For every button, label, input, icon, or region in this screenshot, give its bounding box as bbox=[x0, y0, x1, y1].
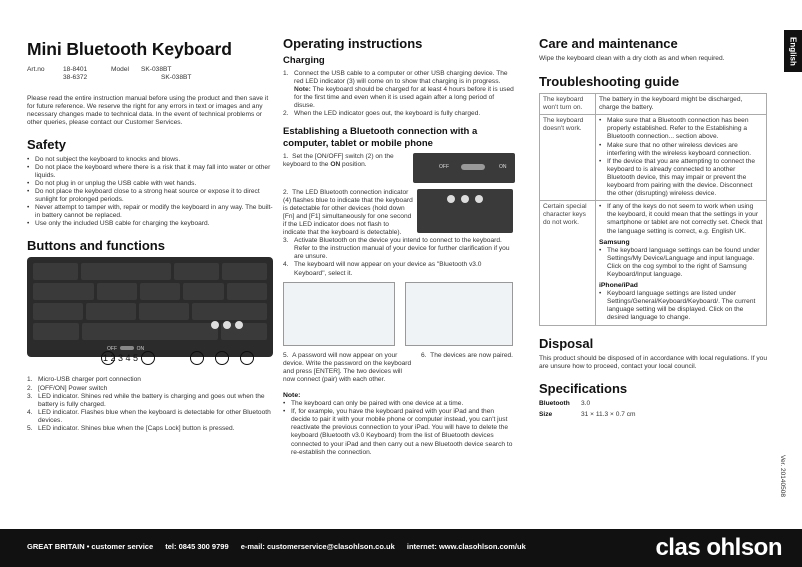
list-item: 4. The keyboard will now appear on your device as "Bluetooth v3.0 Keyboard", select it. bbox=[283, 261, 482, 277]
callout-numbers: 1 2 3 4 5 bbox=[103, 353, 139, 364]
step-5-text: 5. A password will now appear on your device. Write the password on the keyboard and press [ENTER]. The two devices will now connect (pair) with each other. bbox=[283, 351, 412, 383]
list-item: • If the device that you are attempting to connect the keyboard to is already connected to another Bluetooth device, this may impair or prevent the keyboard from pairing with the device. Disconnect the other (disrupting) wireless device. bbox=[599, 158, 763, 198]
care-heading: Care and maintenance bbox=[539, 36, 678, 51]
list-item: • If any of the keys do not seem to work when using the keyboard, it could mean that the settings in your smartphone or tablet are not correctly set. Check that the language setting is correct, e.g. English UK. bbox=[599, 203, 763, 235]
art-label: Art.no bbox=[27, 66, 45, 73]
list-item: 2. [OFF/ON] Power switch bbox=[27, 384, 108, 392]
list-item: • Use only the included USB cable for charging the keyboard. bbox=[27, 220, 273, 228]
footer-tel: tel: 0845 300 9799 bbox=[165, 542, 229, 551]
table-row bbox=[540, 115, 767, 201]
step-2 bbox=[283, 189, 515, 238]
list-item: • Make sure that no other wireless devices are interfering with the wireless keyboard connection. bbox=[599, 142, 763, 158]
step-1-text: 1. Set the [ON/OFF] switch (2) on the keyboard to the ON position. bbox=[283, 152, 394, 168]
disposal-heading: Disposal bbox=[539, 335, 594, 351]
bluetooth-heading: Establishing a Bluetooth connection with a computer, tablet or mobile phone bbox=[283, 125, 478, 149]
buttons-list bbox=[27, 376, 273, 433]
step-1 bbox=[283, 153, 515, 183]
table-row bbox=[540, 94, 767, 115]
list-item: • If, for example, you have the keyboard paired with your iPad and then decide to pair it with your mobile phone or computer instead, you can't just reactivate the previous connection to your iPad. You will have to delete the keyboard (Bluetooth v3.0 Keyboard) from the list of Bluetooth devices connected to your iPad and then carry out a new Bluetooth device search to re-establish the connection. bbox=[283, 408, 515, 457]
list-item: 4. LED indicator. Flashes blue when the keyboard is detectable for other Bluetooth devices. bbox=[27, 408, 271, 424]
list-item: 5. LED indicator. Shines blue when the [Caps Lock] button is pressed. bbox=[27, 424, 235, 432]
list-item: 3. LED indicator. Shines red while the battery is charging and goes out when the battery is fully charged. bbox=[27, 392, 265, 408]
switch-illustration: OFF ON bbox=[413, 153, 515, 183]
led-indicators bbox=[211, 321, 243, 329]
list-item: • Never attempt to tamper with, repair or modify the keyboard in any way. The built-in battery cannot be replaced. bbox=[27, 204, 273, 220]
operating-heading: Operating instructions bbox=[283, 36, 423, 51]
list-item: • The keyboard language settings can be found under Settings/My Device/Language and input language. Click on the cog symbol to the right of Samsung Keyboard/Input language. bbox=[599, 247, 763, 279]
solution-cell bbox=[596, 115, 767, 201]
pairing-screenshot-1 bbox=[283, 282, 395, 346]
power-switch-label: OFF ON bbox=[107, 346, 145, 353]
troubleshooting-table bbox=[539, 93, 767, 325]
led-illustration bbox=[417, 189, 513, 233]
page-title: Mini Bluetooth Keyboard bbox=[27, 39, 232, 59]
spec-value: 3.0 bbox=[581, 399, 591, 407]
charging-heading: Charging bbox=[283, 55, 325, 66]
buttons-heading: Buttons and functions bbox=[27, 238, 165, 254]
list-item: • Do not place the keyboard close to a strong heat source or expose it to direct sunlight for prolonged periods. bbox=[27, 188, 273, 204]
specs-heading: Specifications bbox=[539, 380, 628, 396]
pairing-screenshot-2 bbox=[405, 282, 513, 346]
model-number-2: SK-038BT bbox=[161, 74, 192, 82]
spec-key: Bluetooth bbox=[539, 399, 570, 407]
disposal-text: This product should be disposed of in accordance with local regulations. If you are unsure how to proceed, contact your local council. bbox=[539, 354, 767, 370]
keyboard-illustration bbox=[27, 257, 273, 357]
spec-value: 31 × 11.3 × 0.7 cm bbox=[581, 410, 636, 418]
table-row bbox=[540, 201, 767, 325]
list-item: 1. Micro-USB charger port connection bbox=[27, 376, 141, 384]
steps-5-6 bbox=[283, 352, 515, 384]
list-item: • Do not place the keyboard where there is a risk that it may fall into water or other liquids. bbox=[27, 164, 273, 180]
article-numbers bbox=[27, 66, 273, 82]
footer-email[interactable]: e-mail: customerservice@clasohlson.co.uk bbox=[240, 542, 395, 551]
troubleshooting-heading: Troubleshooting guide bbox=[539, 74, 680, 90]
language-tab: English bbox=[784, 30, 802, 72]
list-item: 1. Connect the USB cable to a computer or other USB charging device. The red LED indicator (3) will come on to show that charging is in progress. Note: The keyboard should be charged for at least 4 hours before it is used for the first time and even when it is used again after a long period of disuse. bbox=[283, 70, 514, 110]
note-heading: Note: bbox=[283, 391, 301, 399]
pairing-screenshots bbox=[283, 282, 515, 346]
safety-list bbox=[27, 156, 273, 229]
callout-markers bbox=[27, 351, 273, 367]
charging-list bbox=[283, 70, 515, 119]
column-right bbox=[539, 36, 767, 419]
list-item: • The keyboard can only be paired with one device at a time. bbox=[283, 400, 515, 408]
clas-ohlson-logo: clas ohlson bbox=[655, 534, 782, 561]
list-item: • Make sure that a Bluetooth connection has been properly established. Refer to the Establishing a Bluetooth connection... section above. bbox=[599, 117, 763, 141]
footer bbox=[0, 529, 802, 567]
art-number-1: 18-8401 bbox=[63, 66, 88, 73]
ipad-heading: iPhone/iPad bbox=[599, 282, 638, 290]
specs-list bbox=[539, 400, 767, 419]
list-item: 3. Activate Bluetooth on the device you intend to connect to the keyboard. Refer to the instruction manual of your device for further clarification if you are unsure. bbox=[283, 237, 510, 261]
footer-contact bbox=[27, 542, 536, 551]
version-label: Ver. 20140508 bbox=[779, 455, 786, 497]
spec-key: Size bbox=[539, 410, 553, 418]
footer-country: GREAT BRITAIN • customer service bbox=[27, 542, 154, 551]
safety-heading: Safety bbox=[27, 136, 67, 152]
samsung-heading: Samsung bbox=[599, 238, 630, 246]
steps-list bbox=[283, 237, 515, 277]
column-left bbox=[27, 36, 273, 433]
problem-cell: The keyboard won't turn on. bbox=[540, 94, 596, 115]
step-2-text: 2. The LED Bluetooth connection indicator (4) flashes blue to indicate that the keyboard is detectable for other devices (hold down [Fn] and [F1] simultaneously for one second if the LED indicator does not flash to indicate that the keyboard is detectable). bbox=[283, 188, 413, 237]
problem-cell: Certain special character keys do not work. bbox=[540, 201, 596, 325]
list-item: • Do not subject the keyboard to knocks and blows. bbox=[27, 156, 273, 164]
model-label: Model bbox=[111, 66, 129, 73]
notes-list bbox=[283, 400, 515, 457]
solution-cell bbox=[596, 201, 767, 325]
step-6-text: 6. The devices are now paired. bbox=[421, 351, 514, 359]
model-number-1: SK-038BT bbox=[141, 66, 172, 73]
column-middle bbox=[283, 36, 515, 457]
art-number-2: 38-6372 bbox=[63, 74, 88, 82]
list-item: • Do not plug in or unplug the USB cable with wet hands. bbox=[27, 180, 273, 188]
care-text: Wipe the keyboard clean with a dry cloth as and when required. bbox=[539, 55, 725, 62]
footer-internet[interactable]: internet: www.clasohlson.com/uk bbox=[406, 542, 526, 551]
list-item: • Keyboard language settings are listed under Settings/General/Keyboard/Keyboard/. The current language setting will be displayed. Click on the desired language to change. bbox=[599, 290, 763, 322]
intro-text: Please read the entire instruction manual before using the product and then save it for future reference. We reserve the right for any errors in text or images and any necessary changes made to technical data. In the event of technical problems or other queries, please contact our Customer Services. bbox=[27, 95, 269, 127]
solution-cell: The battery in the keyboard might be discharged, charge the battery. bbox=[596, 94, 767, 115]
list-item: 2. When the LED indicator goes out, the keyboard is fully charged. bbox=[283, 110, 481, 118]
problem-cell: The keyboard doesn't work. bbox=[540, 115, 596, 201]
